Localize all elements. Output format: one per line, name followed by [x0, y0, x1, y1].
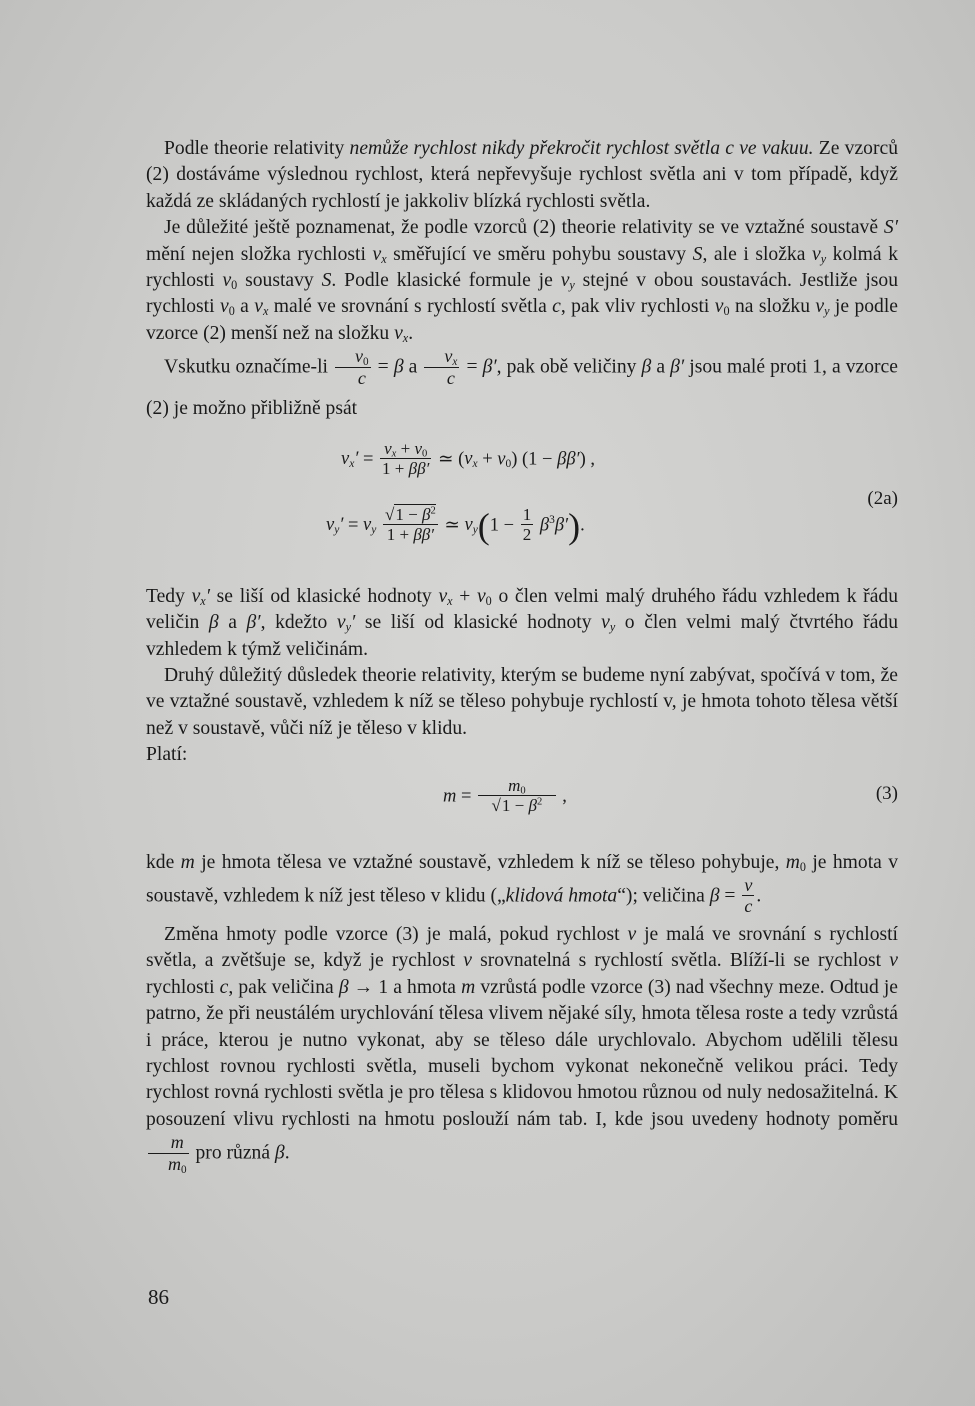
- p2-m: je podle vzorce (2) menší než na složku: [146, 296, 898, 344]
- p6-a: kde: [146, 851, 181, 873]
- p2-c: směřující ve směru pohybu soustavy: [386, 243, 693, 265]
- p4-d: a: [218, 612, 247, 634]
- p2-k: , pak vliv rychlosti: [560, 296, 715, 318]
- equation-mass: m = $\frac{m_0}{√1 - \beta^2}$ ,: [443, 775, 567, 816]
- equation-3-block: [146, 775, 898, 845]
- p3-a: Vskutku označíme-li: [164, 356, 334, 378]
- fraction-v-over-c: $\frac{v}{c}$: [744, 874, 753, 917]
- p1-rest: Ze vzorců (2) dostáváme výslednou rychlost, která nepřevyšuje rychlost světla ani v tom případě, když každá ze skládaných rychlostí je jakkoliv blízká rychlosti světla.: [146, 138, 898, 212]
- paragraph-4: Tedy $v_x'$ se liší od klasické hodnoty $v_x + v_0$ o člen velmi malý druhého řádu vzhledem k řádu veličin β a β′, kdežto $v_y'$ se liší od klasické hodnoty $v_y$ o člen velmi malý čtvrtého řádu vzhledem k týmž veličinám.: [146, 585, 898, 660]
- p2-h: stejné v obou soustavách. Jestliže jsou rychlosti: [146, 270, 898, 318]
- p7-d: rychlosti: [146, 976, 220, 998]
- fraction-m-over-m0: $\frac{m}{m_0}$: [148, 1133, 189, 1175]
- p7-f: a hmota: [388, 976, 462, 998]
- p3-c: , pak obě veličiny: [496, 356, 642, 378]
- p2-i: a: [234, 296, 255, 318]
- p7-b: je malá ve srovnání s rychlostí světla, a zvětšuje se, když je rychlost: [146, 924, 899, 972]
- p4-e: , kdežto: [260, 612, 337, 634]
- p3-d: a: [651, 356, 671, 378]
- p2-l: na složku: [729, 296, 816, 318]
- paragraph-1: [146, 136, 898, 215]
- equation-vx-prime: $v_x'$ = $\frac{v_x + v_0}{1 + \beta\beta'}$ ≃ $(v_x + v_0) (1 - \beta\beta')$ ,: [341, 438, 596, 479]
- p6-e: “); veličina: [617, 885, 710, 907]
- p4-f: se liší od klasické hodnoty: [355, 612, 602, 634]
- fraction-vx-over-c: $\frac{v_x}{c}$: [424, 347, 459, 389]
- equation-2a-block: [146, 438, 898, 576]
- p2-g: . Podle klasické formule je: [331, 270, 561, 292]
- p4-b: se liší od klasické hodnoty: [209, 585, 439, 607]
- p7-e: , pak veličina: [228, 976, 339, 998]
- equation-vy-prime: $v_y' = v_y$ $\frac{√1 - \beta^2}{1 + \beta\beta'}$ ≃ $v_y(1$ − $\frac{1}{2}$ $\beta^3\beta'$).: [326, 504, 585, 546]
- equation-3-label: (3): [875, 782, 898, 804]
- equation-2a-label: (2a): [867, 487, 898, 509]
- p2-b: mění nejen složka rychlosti: [146, 243, 373, 265]
- p2-f: soustavy: [237, 270, 322, 292]
- paragraph-7: Změna hmoty podle vzorce (3) je malá, pokud rychlost v je malá ve srovnání s rychlostí světla, a zvětšuje se, když je rychlost v srovnatelná s rychlostí světla. Blíží-li se rychlost v rychlosti c, pak veličina β → 1 a hmota m vzrůstá podle vzorce (3) nad všechny meze. Odtud je patrno, že při neustálém urychlování tělesa vlivem nějaké síly, hmota tělesa roste a tedy vzrůstá i práce, kterou je nutno vykonat, aby se těleso dále urychlovalo. Abychom udělili tělesu rychlost rovnou rychlosti světla, museli bychom vykonat nekonečně velikou práci. Tedy rychlost rovná rychlosti světla je pro tělesa s klidovou hmotou různou od nuly nedosažitelná. K posouzení vlivu rychlosti na hmotu poslouží nám tab. I, kde jsou uvedeny hodnoty poměru $\frac{m}{m_0}$ pro různá β.: [146, 924, 899, 1176]
- p2-a: Je důležité ještě poznamenat, že podle vzorců (2) theorie relativity se ve vztažné soustavě: [164, 217, 884, 239]
- p2-n: .: [408, 322, 414, 344]
- p7-a: Změna hmoty podle vzorce (3) je malá, pokud rychlost: [164, 924, 628, 946]
- paragraph-6: kde m je hmota tělesa ve vztažné soustavě, vzhledem k níž se těleso pohybuje, $m_0$ je hmota v soustavě, vzhledem k níž jest těleso v klidu („klidová hmota“); veličina β = $\frac{v}{c}$ .: [146, 851, 898, 917]
- plati-label: Platí:: [146, 744, 188, 766]
- p6-klidova-hmota: klidová hmota: [505, 885, 618, 907]
- page-number: 86: [148, 1285, 169, 1309]
- paragraph-5: Druhý důležitý důsledek theorie relativity, kterým se budeme nyní zabývat, spočívá v tom, že ve vztažné soustavě, vzhledem k níž se těleso pohybuje rychlostí v, je hmota tohoto tělesa větší než v soustavě, vůči níž je těleso v klidu.: [146, 664, 898, 739]
- paragraph-3: Vskutku označíme-li $\frac{v_0}{c}$ = β a $\frac{v_x}{c}$ = β′, pak obě veličiny β a β′ jsou malé proti 1, a vzorce (2) je možno přibližně psát: [146, 346, 898, 419]
- p4-g: o člen velmi malý čtvrtého řádu vzhledem k týmž veličinám.: [146, 612, 898, 660]
- p7-h: pro různá: [190, 1143, 275, 1165]
- p1-lead: Podle theorie relativity: [164, 138, 350, 159]
- p7-g: vzrůstá podle vzorce (3) nad všechny meze. Odtud je patrno, že při neustálém urychlování tělesa vlivem nějaké síly, hmota tělesa roste a tedy vzrůstá i práce, kterou je nutno vykonat, aby se těleso dále urychlovalo. Abychom udělili tělesu rychlost rovnou rychlosti světla, museli bychom vykonat nekonečně velikou práci. Tedy rychlost rovná rychlosti světla je pro tělesa s klidovou hmotou různou od nuly nedosažitelná. K posouzení vlivu rychlosti na hmotu poslouží nám tab. I, kde jsou uvedeny hodnoty poměru: [146, 976, 899, 1130]
- p6-b: je hmota tělesa ve vztažné soustavě, vzhledem k níž se těleso pohybuje,: [194, 851, 786, 873]
- body-text: [146, 136, 898, 1176]
- p7-c: srovnatelná s rychlostí světla. Blíží-li se rychlost: [471, 950, 890, 972]
- p6-c: je hmota v soustavě, vzhledem k níž jest těleso v klidu („: [146, 851, 898, 907]
- paragraph-2: Je důležité ještě poznamenat, že podle vzorců (2) theorie relativity se ve vztažné soustavě S′ mění nejen složka rychlosti $v_x$ směřující ve směru pohybu soustavy S, ale i složka $v_y$ kolmá k rychlosti $v_0$ soustavy S. Podle klasické formule je $v_y$ stejné v obou soustavách. Jestliže jsou rychlosti $v_0$ a $v_x$ malé ve srovnání s rychlostí světla c, pak vliv rychlosti $v_0$ na složku $v_y$ je podle vzorce (2) menší než na složku $v_x$.: [146, 217, 898, 345]
- p4-a: Tedy: [146, 585, 192, 607]
- p2-d: , ale i složka: [702, 243, 812, 265]
- fraction-v0-over-c: $\frac{v_0}{c}$: [335, 347, 371, 389]
- p3-b: a: [403, 356, 423, 378]
- p2-e: kolmá k rychlosti: [146, 243, 898, 292]
- p2-j: malé ve srovnání s rychlostí světla: [268, 296, 553, 318]
- p3-e: jsou malé proti 1, a vzorce (2) je možno přibližně psát: [146, 356, 898, 419]
- p4-c: o člen velmi malý druhého řádu vzhledem k řádu veličin: [146, 585, 898, 634]
- p1-italic: nemůže rychlost nikdy překročit rychlost světla c ve vakuu.: [349, 138, 814, 159]
